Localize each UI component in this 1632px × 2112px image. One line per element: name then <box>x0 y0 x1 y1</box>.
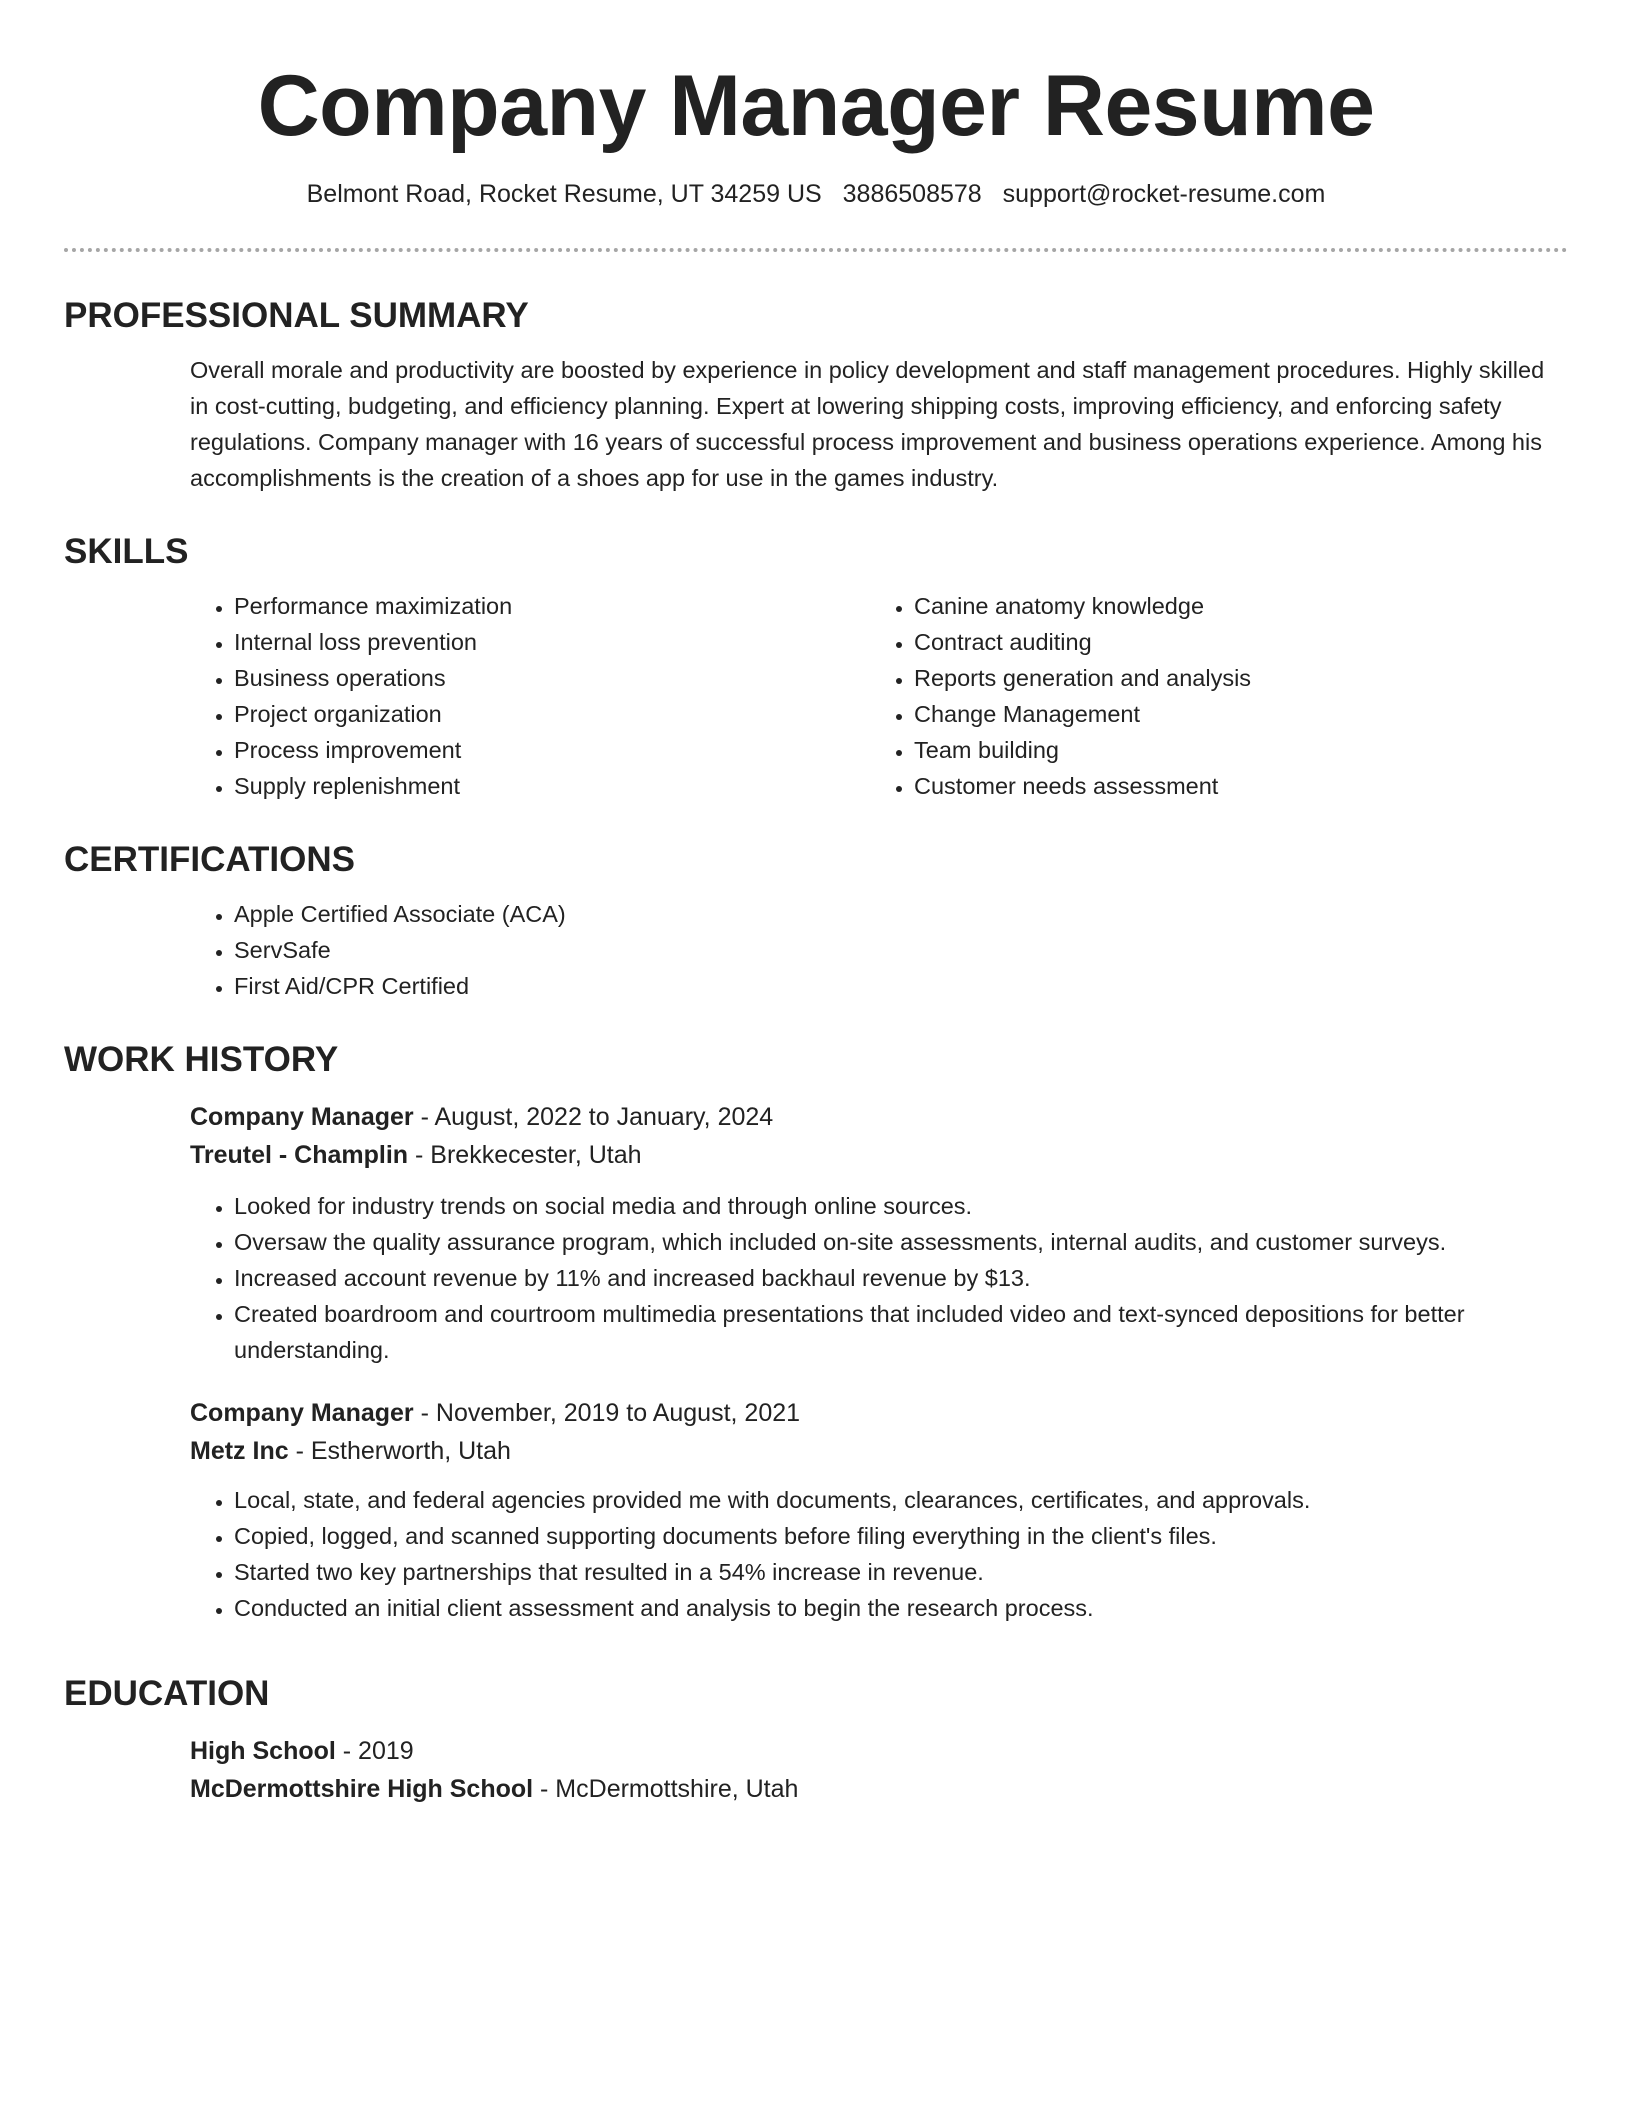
list-item: • Team building <box>914 732 1550 768</box>
job-location: - Brekkecester, Utah <box>408 1141 642 1169</box>
education-entry <box>190 1732 1568 1808</box>
list-item: • Supply replenishment <box>234 768 870 804</box>
education-section <box>64 1672 1568 1808</box>
education-year: - 2019 <box>335 1737 414 1765</box>
header-divider <box>64 248 1568 252</box>
list-item: • Customer needs assessment <box>914 768 1550 804</box>
list-item: • Process improvement <box>234 732 870 768</box>
work-history-heading: WORK HISTORY <box>64 1040 339 1079</box>
list-item: • Increased account revenue by 11% and increased backhaul revenue by $13. <box>234 1260 1568 1296</box>
contact-phone: 3886508578 <box>842 180 982 208</box>
list-item: • First Aid/CPR Certified <box>234 968 1568 1004</box>
job-bullets <box>190 1188 1568 1368</box>
job-location: - Estherworth, Utah <box>288 1437 511 1465</box>
job-company-line <box>190 1432 1568 1470</box>
education-school-line <box>190 1770 1568 1808</box>
job-company: Treutel - Champlin <box>190 1141 409 1169</box>
job-entry <box>190 1098 1568 1368</box>
skills-heading: SKILLS <box>64 532 189 571</box>
education-heading: EDUCATION <box>64 1674 270 1713</box>
summary-heading: PROFESSIONAL SUMMARY <box>64 296 529 335</box>
list-item: • Performance maximization <box>234 588 870 624</box>
list-item: • Canine anatomy knowledge <box>914 588 1550 624</box>
job-dates: - November, 2019 to August, 2021 <box>413 1399 801 1427</box>
job-company: Metz Inc <box>190 1437 289 1465</box>
job-bullets <box>190 1482 1568 1626</box>
summary-body <box>190 352 1568 496</box>
list-item: • Conducted an initial client assessment and analysis to begin the research process. <box>234 1590 1568 1626</box>
education-degree-line <box>190 1732 1568 1770</box>
list-item: • Business operations <box>234 660 870 696</box>
certifications-heading: CERTIFICATIONS <box>64 840 356 879</box>
skills-list-right <box>870 588 1550 804</box>
list-item: • Apple Certified Associate (ACA) <box>234 896 1568 932</box>
list-item: • Looked for industry trends on social media and through online sources. <box>234 1188 1568 1224</box>
list-item: • Started two key partnerships that resulted in a 54% increase in revenue. <box>234 1554 1568 1590</box>
certifications-section <box>64 838 1568 1004</box>
skills-list-left <box>190 588 870 804</box>
contact-address: Belmont Road, Rocket Resume, UT 34259 US <box>306 180 822 208</box>
work-history-section <box>64 1038 1568 1626</box>
list-item: • Created boardroom and courtroom multimedia presentations that included video and text-synced depositions for better understanding. <box>234 1296 1568 1368</box>
job-title-line <box>190 1098 1568 1136</box>
page-title: Company Manager Resume <box>257 58 1375 154</box>
contact-line <box>0 176 1632 212</box>
job-title: Company Manager <box>190 1103 414 1131</box>
list-item: • Internal loss prevention <box>234 624 870 660</box>
skills-columns <box>190 588 1568 804</box>
education-location: - McDermottshire, Utah <box>533 1775 799 1803</box>
list-item: • Reports generation and analysis <box>914 660 1550 696</box>
certifications-body <box>190 896 1568 1004</box>
list-item: • Project organization <box>234 696 870 732</box>
skills-section <box>64 530 1568 804</box>
summary-section <box>64 294 1568 496</box>
contact-email: support@rocket-resume.com <box>1002 180 1326 208</box>
education-school: McDermottshire High School <box>190 1775 534 1803</box>
list-item: • ServSafe <box>234 932 1568 968</box>
job-title: Company Manager <box>190 1399 414 1427</box>
summary-text: Overall morale and productivity are boosted by experience in policy development and staff management procedures. Highly skilled in cost-cutting, budgeting, and efficiency planning. Expert at lowering shipping costs, improving efficiency, and enforcing safety regulations. Company manager with 16 years of successful process improvement and business operations experience. Among his accomplishments is the creation of a shoes app for use in the games industry. <box>190 357 1545 491</box>
resume-header <box>64 0 1568 156</box>
job-entry <box>190 1394 1568 1626</box>
list-item: • Change Management <box>914 696 1550 732</box>
job-company-line <box>190 1136 1568 1174</box>
education-degree: High School <box>190 1737 336 1765</box>
list-item: • Contract auditing <box>914 624 1550 660</box>
list-item: • Oversaw the quality assurance program, which included on-site assessments, internal audits, and customer surveys. <box>234 1224 1568 1260</box>
job-title-line <box>190 1394 1568 1432</box>
certifications-list <box>190 896 1568 1004</box>
list-item: • Local, state, and federal agencies provided me with documents, clearances, certificates, and approvals. <box>234 1482 1568 1518</box>
list-item: • Copied, logged, and scanned supporting documents before filing everything in the client's files. <box>234 1518 1568 1554</box>
job-dates: - August, 2022 to January, 2024 <box>413 1103 774 1131</box>
